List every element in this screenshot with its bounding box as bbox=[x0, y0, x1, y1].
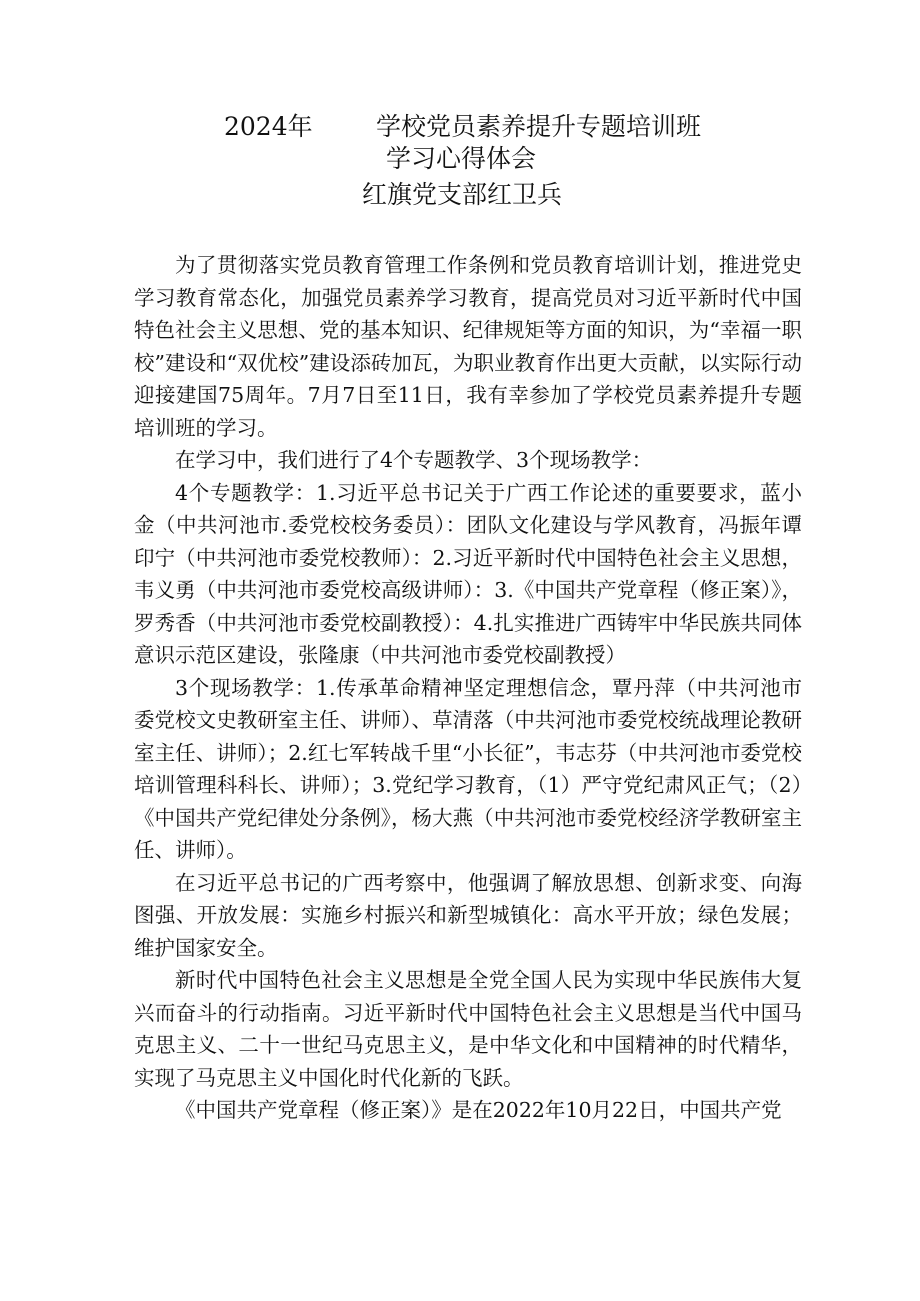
paragraph-constitution: 《中国共产党章程（修正案）》是在2022年10月22日，中国共产党 bbox=[175, 1098, 782, 1122]
title-year: 2024年 bbox=[224, 112, 313, 141]
title-main: 学校党员素养提升专题培训班 bbox=[376, 112, 702, 141]
document-author: 红旗党支部红卫兵 bbox=[362, 180, 563, 209]
paragraph-inspection: 在习近平总书记的广西考察中，他强调了解放思想、创新求变、向海图强、开放发展：实施乡村振兴和新型城镇化：高水平开放；绿色发展；维护国家安全。 bbox=[134, 870, 802, 960]
document-body bbox=[134, 249, 802, 1127]
paragraph-overview: 在学习中，我们进行了4个专题教学、3个现场教学： bbox=[175, 448, 653, 472]
document-subtitle: 学习心得体会 bbox=[386, 144, 537, 173]
paragraph-intro: 为了贯彻落实党员教育管理工作条例和党员教育培训计划，推进党史学习教育常态化，加强党员素养学习教育，提高党员对习近平新时代中国特色社会主义思想、党的基本知识、纪律规矩等方面的知识，为“幸福一职校”建设和“双优校”建设添砖加瓦，为职业教育作出更大贡献，以实际行动迎接建国75周年。7月7日至11日，我有幸参加了学校党员素养提升专题培训班的学习。 bbox=[134, 253, 802, 440]
paragraph-field-teaching: 3个现场教学：1.传承革命精神坚定理想信念，覃丹萍（中共河池市委党校文史教研室主任、讲师）、草清落（中共河池市委党校统战理论教研室主任、讲师）；2.红七军转战千里“小长征”，韦志芬（中共河池市委党校培训管理科科长、讲师）；3.党纪学习教育，（1）严守党纪肃风正气；（2）《中国共产党纪律处分条例》，杨大燕（中共河池市委党校经济学教研室主任、讲师）。 bbox=[134, 675, 802, 862]
paragraph-thought: 新时代中国特色社会主义思想是全党全国人民为实现中华民族伟大复兴而奋斗的行动指南。习近平新时代中国特色社会主义思想是当代中国马克思主义、二十一世纪马克思主义，是中华文化和中国精神的时代精华，实现了马克思主义中国化时代化新的飞跃。 bbox=[134, 968, 802, 1090]
paragraph-topic-teaching: 4个专题教学：1.习近平总书记关于广西工作论述的重要要求，蓝小金（中共河池市.委党校校务委员）：团队文化建设与学风教育，冯振年谭印宁（中共河池市委党校教师）：2.习近平新时代中国特色社会主义思想，韦义勇（中共河池市委党校高级讲师）：3.《中国共产党章程（修正案）》，罗秀香（中共河池市委党校副教授）：4.扎实推进广西铸牢中华民族共同体意识示范区建设，张隆康（中共河池市委党校副教授） bbox=[134, 480, 802, 667]
